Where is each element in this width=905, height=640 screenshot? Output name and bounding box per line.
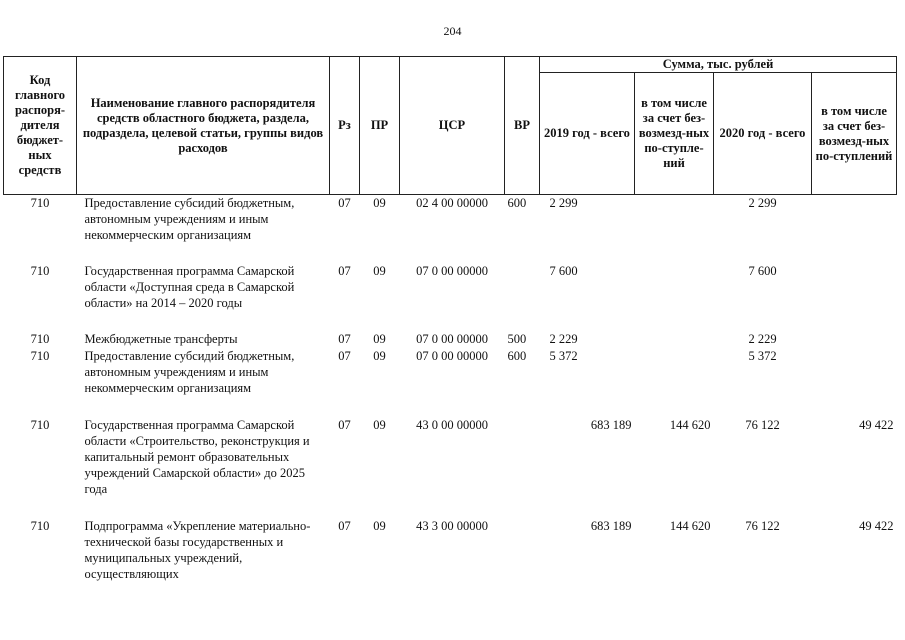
cell-pr: 09: [373, 518, 386, 533]
header-rz: Рз: [330, 57, 360, 195]
header-2019-total: 2019 год - всего: [540, 73, 635, 195]
cell-2020-total: 7 600: [748, 263, 777, 278]
cell-2020-total: 2 229: [748, 331, 777, 346]
cell-2019-total: 2 299: [549, 196, 578, 210]
cell-2019-grants: 144 620: [669, 518, 711, 533]
header-name: Наименование главного распорядителя средств областного бюджета, раздела, подраздела, целевой статьи, группы видов расходов: [77, 57, 330, 195]
cell-name: Подпрограмма «Укрепление материально-технической базы государственных и муниципальных учреждений, осуществляющих: [84, 518, 311, 581]
header-vr: ВР: [505, 57, 540, 195]
header-2019-grants: в том числе за счет без-возмезд-ных по-ступле-ний: [635, 73, 714, 195]
cell-2020-grants: [812, 348, 897, 417]
cell-rz: 07: [338, 518, 351, 533]
cell-rz: 07: [338, 417, 351, 432]
cell-vr: 600: [507, 348, 527, 363]
cell-2020-grants: 49 422: [859, 417, 894, 432]
table-row: [4, 417, 897, 518]
cell-name: Предоставление субсидий бюджетным, автономным учреждениям и иным некоммерческим организациям: [84, 196, 295, 242]
cell-pr: 09: [373, 417, 386, 432]
header-sum: Сумма, тыс. рублей: [540, 57, 897, 73]
cell-name: Государственная программа Самарской области «Строительство, реконструкция и капитальный ремонт образовательных учреждений Самарской области» до 2025 года: [84, 417, 310, 496]
cell-2020-total: 2 299: [748, 196, 777, 210]
cell-2019-grants: 144 620: [669, 417, 711, 432]
cell-pr: 09: [373, 263, 386, 278]
table-row: [4, 518, 897, 586]
header-2020-total: 2020 год - всего: [714, 73, 812, 195]
cell-rz: 07: [338, 331, 351, 346]
cell-2020-grants: [812, 331, 897, 348]
cell-rz: 07: [338, 348, 351, 363]
page-number: 204: [443, 24, 462, 38]
cell-code: 710: [30, 518, 50, 533]
header-csr: ЦСР: [400, 57, 505, 195]
cell-code: 710: [30, 263, 50, 278]
cell-rz: 07: [338, 196, 351, 210]
cell-vr: [505, 263, 540, 331]
cell-name: Предоставление субсидий бюджетным, автономным учреждениям и иным некоммерческим организациям: [84, 348, 295, 395]
cell-csr: 07 0 00 00000: [416, 348, 488, 363]
cell-2019-total: 7 600: [549, 263, 578, 278]
cell-2020-total: 5 372: [748, 348, 777, 363]
cell-2019-grants: [635, 331, 714, 348]
cell-2020-total: 76 122: [745, 417, 780, 432]
cell-2020-total: 76 122: [745, 518, 780, 533]
cell-2020-grants: [812, 195, 897, 263]
cell-code: 710: [30, 417, 50, 432]
cell-name: Межбюджетные трансферты: [84, 331, 238, 346]
header-2020-grants: в том числе за счет без-возмезд-ных по-ступлений: [812, 73, 897, 195]
cell-rz: 07: [338, 263, 351, 278]
cell-2020-grants: 49 422: [859, 518, 894, 533]
table-row: [4, 195, 897, 263]
cell-2019-total: 2 229: [549, 331, 578, 346]
cell-pr: 09: [373, 348, 386, 363]
cell-code: 710: [30, 196, 50, 210]
table-row: [4, 348, 897, 417]
cell-2019-grants: [635, 195, 714, 263]
cell-2019-total: 683 189: [590, 518, 632, 533]
header-code: Код главного распоря-дителя бюджет-ных средств: [4, 57, 77, 195]
cell-csr: 07 0 00 00000: [416, 263, 488, 278]
cell-2019-grants: [635, 263, 714, 331]
cell-2019-total: 5 372: [549, 348, 578, 363]
header-pr: ПР: [360, 57, 400, 195]
budget-table: [3, 56, 897, 586]
cell-csr: 43 0 00 00000: [416, 417, 488, 432]
cell-2020-grants: [812, 263, 897, 331]
cell-name: Государственная программа Самарской области «Доступная среда в Самарской области» на 2014 – 2020 годы: [84, 263, 295, 310]
cell-vr: [505, 518, 540, 586]
cell-vr: [505, 417, 540, 518]
cell-vr: 500: [507, 331, 527, 346]
table-row: [4, 263, 897, 331]
table-row: [4, 331, 897, 348]
cell-pr: 09: [373, 196, 386, 210]
cell-csr: 02 4 00 00000: [416, 196, 488, 210]
cell-pr: 09: [373, 331, 386, 346]
cell-code: 710: [30, 348, 50, 363]
cell-csr: 43 3 00 00000: [416, 518, 488, 533]
cell-2019-total: 683 189: [590, 417, 632, 432]
cell-vr: 600: [507, 196, 527, 210]
cell-code: 710: [30, 331, 50, 346]
cell-2019-grants: [635, 348, 714, 417]
cell-csr: 07 0 00 00000: [416, 331, 488, 346]
